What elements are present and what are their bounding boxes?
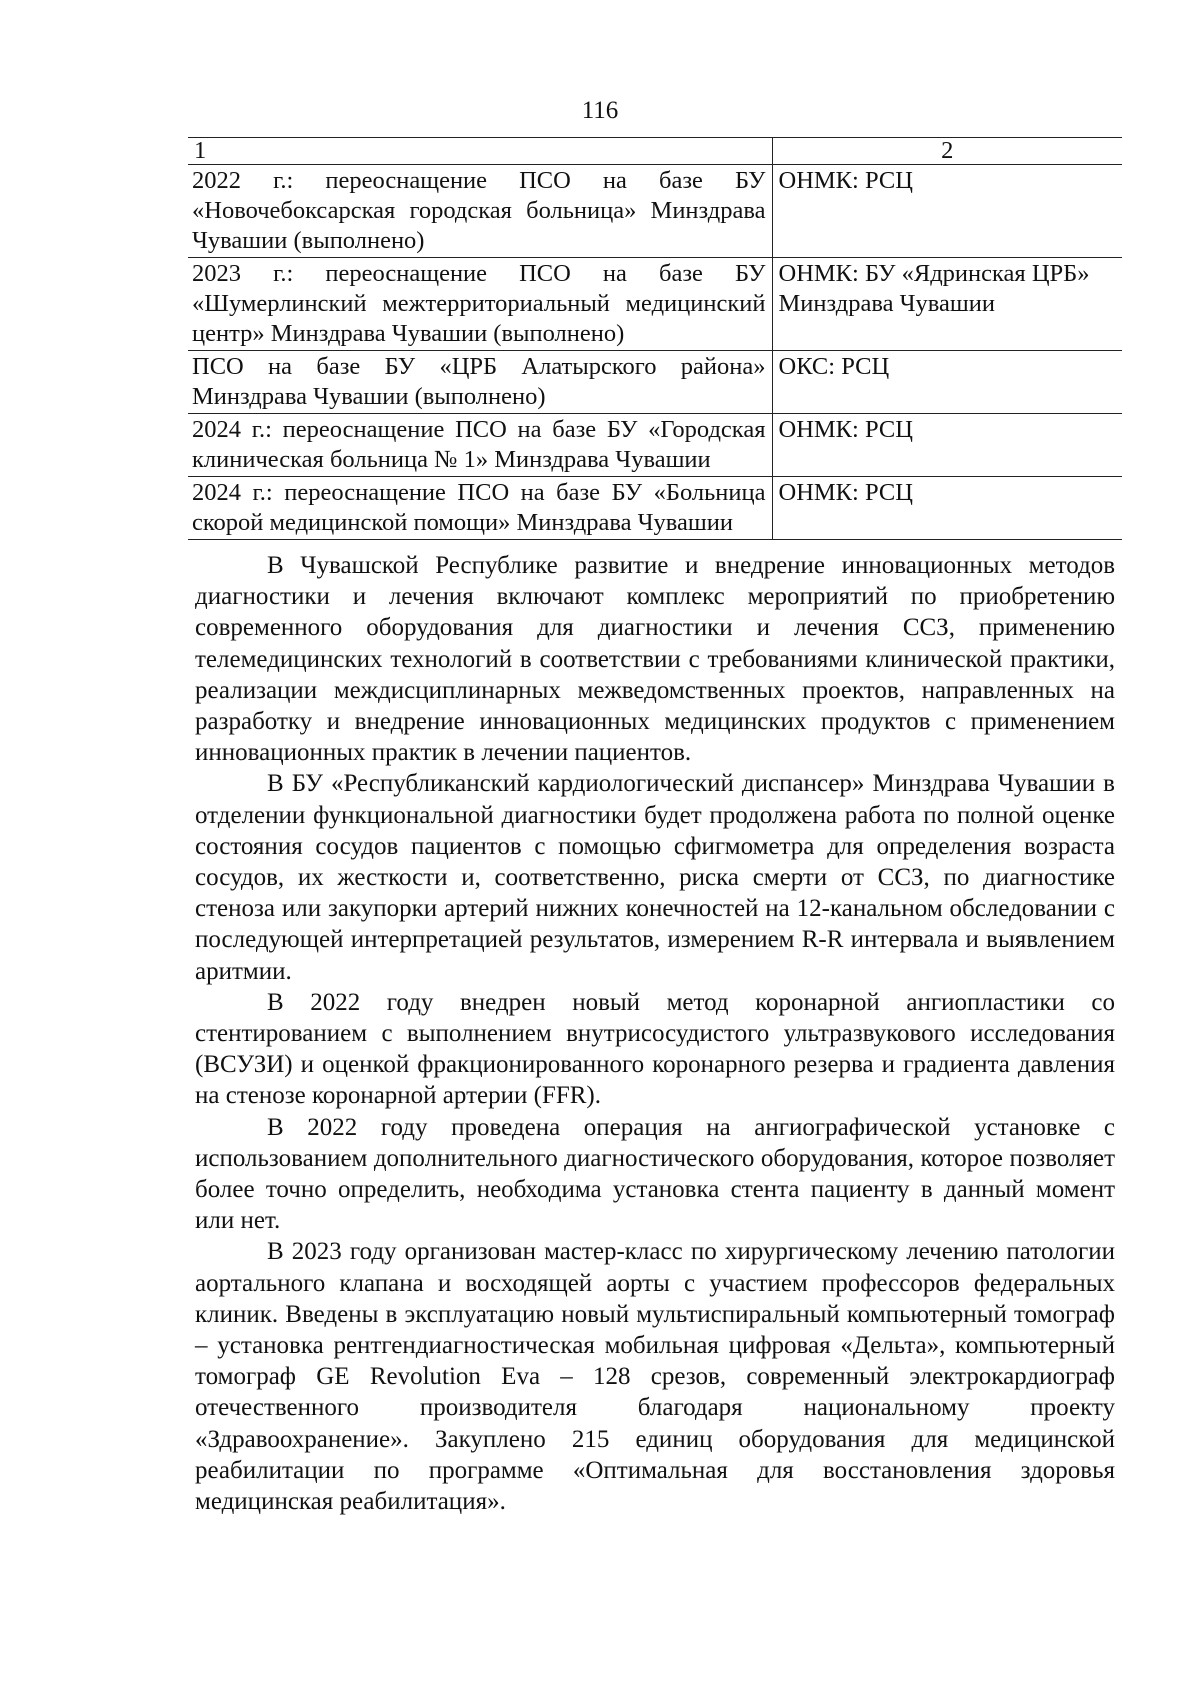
paragraph: В БУ «Республиканский кардиологический диспансер» Минздрава Чувашии в отделении функциональной диагностики будет продолжена работа по полной оценке состояния сосудов пациентов с помощью сфигмометра для определения возраста сосудов, их жесткости и, соответственно, риска смерти от ССЗ, по диагностике стеноза или закупорки артерий нижних конечностей на 12-канальном обследовании с последующей интерпретацией результатов, измерением R-R интервала и выявлением аритмии. — [195, 770, 1115, 985]
paragraph: В 2023 году организован мастер-класс по хирургическому лечению патологии аортального клапана и восходящей аорты с участием профессоров федеральных клиник. Введены в эксплуатацию новый мультиспиральный компьютерный томограф – установка рентгендиагностическая мобильная цифровая «Дельта», компьютерный томограф GE Revolution Eva – 128 срезов, современный электрокардиограф отечественного производителя благодаря национальному проекту «Здравоохранение». Закуплено 215 единиц оборудования для медицинской реабилитации по программе «Оптимальная для восстановления здоровья медицинская реабилитация». — [195, 1238, 1115, 1516]
table-row — [188, 477, 1122, 540]
table-cell-routing: ОНМК: БУ «Ядринская ЦРБ» Минздрава Чувашии — [772, 258, 1122, 351]
table-header-col-2: 2 — [772, 138, 1122, 165]
paragraph: В Чувашской Республике развитие и внедрение инновационных методов диагностики и лечения включают комплекс мероприятий по приобретению современного оборудования для диагностики и лечения ССЗ, применению телемедицинских технологий в соответствии с требованиями клинической практики, реализации междисциплинарных межведомственных проектов, направленных на разработку и внедрение инновационных медицинских продуктов с применением инновационных практик в лечении пациентов. — [195, 552, 1115, 767]
table-row — [188, 414, 1122, 477]
table-cell-routing: ОНМК: РСЦ — [772, 165, 1122, 258]
paragraph: В 2022 году внедрен новый метод коронарной ангиопластики со стентированием с выполнением внутрисосудистого ультразвукового исследования (ВСУЗИ) и оценкой фракционированного коронарного резерва и градиента давления на стенозе коронарной артерии (FFR). — [195, 988, 1115, 1110]
measures-table — [188, 137, 1122, 540]
table-cell-measure: 2022 г.: переоснащение ПСО на базе БУ «Новочебоксарская городская больница» Минздрава Чувашии (выполнено) — [188, 165, 772, 258]
table-header-row — [188, 138, 1122, 165]
table-cell-measure: ПСО на базе БУ «ЦРБ Алатырского района» Минздрава Чувашии (выполнено) — [188, 351, 772, 414]
table-row — [188, 351, 1122, 414]
table-cell-measure: 2024 г.: переоснащение ПСО на базе БУ «Больница скорой медицинской помощи» Минздрава Чувашии — [188, 477, 772, 540]
table-cell-routing: ОНМК: РСЦ — [772, 414, 1122, 477]
paragraph: В 2022 году проведена операция на ангиографической установке с использованием дополнительного диагностического оборудования, которое позволяет более точно определить, необходима установка стента пациенту в данный момент или нет. — [195, 1113, 1115, 1235]
table-cell-routing: ОНМК: РСЦ — [772, 477, 1122, 540]
table-cell-measure: 2023 г.: переоснащение ПСО на базе БУ «Шумерлинский межтерриториальный медицинский центр» Минздрава Чувашии (выполнено) — [188, 258, 772, 351]
table-row — [188, 165, 1122, 258]
table-cell-measure: 2024 г.: переоснащение ПСО на базе БУ «Городская клиническая больница № 1» Минздрава Чувашии — [188, 414, 772, 477]
table-header-col-1: 1 — [188, 138, 772, 165]
table-cell-routing: ОКС: РСЦ — [772, 351, 1122, 414]
page-number: 116 — [581, 97, 619, 124]
table-row — [188, 258, 1122, 351]
body-text — [195, 550, 1115, 1517]
